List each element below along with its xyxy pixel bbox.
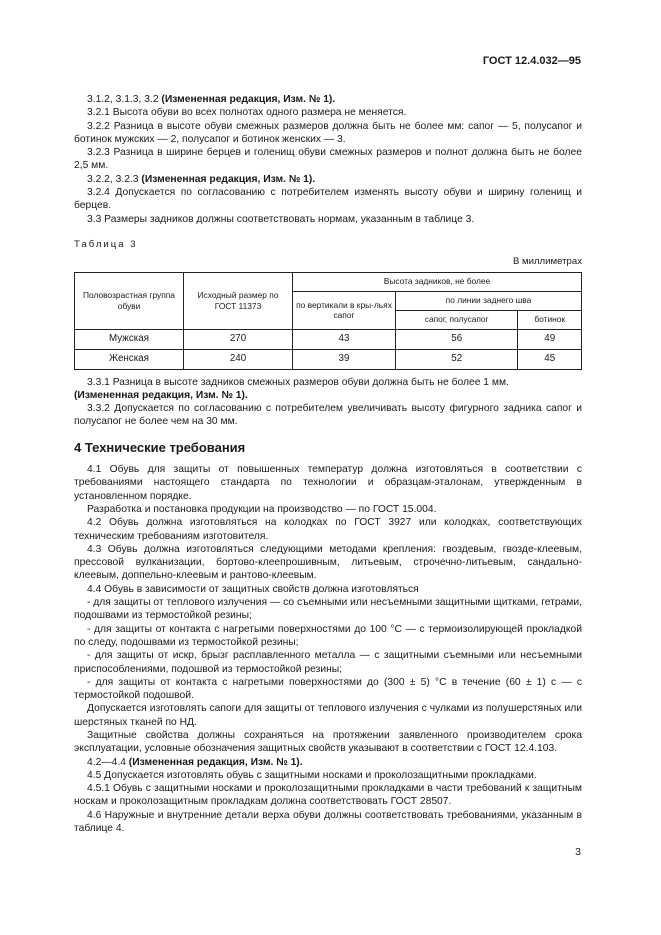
list-item: - для защиты от теплового излучения — со съемными или несъемными защитными щитками, гетрами, подошвами из термостойкой резины; bbox=[74, 597, 582, 622]
amendment-note bbox=[74, 389, 582, 402]
cell-size: 240 bbox=[184, 349, 293, 369]
header-boots: сапог, полусапог bbox=[396, 310, 518, 329]
paragraph: 4.4 Обувь в зависимости от защитных свойств должна изготовляться bbox=[87, 583, 419, 595]
cell-group: Женская bbox=[75, 349, 184, 369]
header-group: Половозрастная группа обуви bbox=[75, 272, 184, 329]
paragraph: Допускается изготовлять сапоги для защиты от теплового излучения с чулками из полушерстяных или шерстяных тканей по НД. bbox=[74, 703, 582, 728]
list-item: - для защиты от искр, брызг расплавленного металла — с защитными съемными или несъемными приспособлениями, подошвой из термостойкой резины; bbox=[74, 650, 582, 675]
table-row bbox=[75, 329, 582, 349]
paragraph bbox=[74, 173, 582, 186]
document-body bbox=[74, 93, 582, 835]
table-row bbox=[75, 349, 582, 369]
paragraph: 4.5.1 Обувь с защитными носками и проколозащитными прокладками в части требований к защитным носкам и проколозащитным прокладкам должна соответствовать ГОСТ 28507. bbox=[74, 783, 582, 808]
text: 4.2—4.4 bbox=[87, 756, 129, 768]
amendment-note: (Измененная редакция, Изм. № 1). bbox=[141, 173, 316, 185]
cell-size: 270 bbox=[184, 329, 293, 349]
paragraph: Защитные свойства должны сохраняться на протяжении заявленного производителем срока эксплуатации, условные обозначения защитных свойств указывают в соответствии с ГОСТ 12.4.103. bbox=[74, 729, 582, 755]
table-caption: Таблица 3 bbox=[74, 238, 138, 250]
paragraph: 3.3.1 Разница в высоте задников смежных размеров обуви должна быть не более 1 мм. bbox=[87, 376, 509, 388]
paragraph: 4.1 Обувь для защиты от повышенных температур должна изготовляться в соответствии с требованиями настоящего стандарта по технологии и образцам-эталонам, утвержденным в установленном порядке. bbox=[74, 464, 582, 502]
table-3 bbox=[74, 272, 582, 370]
amendment-note-text: (Измененная редакция, Изм. № 1). bbox=[74, 389, 248, 401]
text: 3.2.2, 3.2.3 bbox=[87, 173, 142, 185]
list-item: - для защиты от контакта с нагретыми поверхностями до 100 °С — с термоизолирующей прокладкой по следу, подошвами из термостойкой резины; bbox=[74, 623, 582, 648]
header-size: Исходный размер по ГОСТ 11373 bbox=[184, 272, 293, 329]
cell-vertical: 43 bbox=[293, 329, 396, 349]
paragraph: 4.3 Обувь должна изготовляться следующими методами крепления: гвоздевым, гвозде-клеевым, прессовой вулканизации, бортово-клеепрошивным, литьевым, строчечно-литьевым, сандально-клеевым, доппельно-клеевым и рантово-клеевым. bbox=[74, 543, 582, 582]
amendment-note: (Измененная редакция, Изм. № 1). bbox=[161, 94, 336, 105]
list-item: - для защиты от контакта с нагретыми поверхностями до (300 ± 5) °С в течение (60 ± 1) с — с термостойкой подошвой. bbox=[74, 676, 582, 702]
doc-code-header: ГОСТ 12.4.032—95 bbox=[482, 55, 581, 67]
cell-boots: 52 bbox=[396, 349, 518, 369]
header-vertical: по вертикали в кры-льях сапог bbox=[293, 291, 396, 329]
cell-group: Мужская bbox=[75, 329, 184, 349]
header-shoes: ботинок bbox=[518, 310, 582, 329]
header-height: Высота задников, не более bbox=[293, 272, 582, 291]
text: 3.1.2, 3.1.3, 3.2 bbox=[87, 94, 162, 105]
paragraph: 3.2.4 Допускается по согласованию с потребителем изменять высоту обуви и ширину голенищ и берцев. bbox=[74, 187, 582, 212]
paragraph: 3.2.3 Разница в ширине берцев и голенищ обуви смежных размеров и полнот должна быть не более 2,5 мм. bbox=[74, 147, 582, 172]
paragraph bbox=[74, 756, 582, 769]
paragraph: 3.2.1 Высота обуви во всех полнотах одного размера не меняется. bbox=[87, 107, 407, 119]
cell-vertical: 39 bbox=[293, 349, 396, 369]
page-number: 3 bbox=[575, 846, 581, 858]
header-back-seam: по линии заднего шва bbox=[396, 291, 582, 310]
cell-shoes: 49 bbox=[518, 329, 582, 349]
paragraph: 3.3 Размеры задников должны соответствовать нормам, указанным в таблице 3. bbox=[87, 213, 475, 225]
amendment-note: (Измененная редакция, Изм. № 1). bbox=[128, 756, 303, 768]
paragraph: 4.5 Допускается изготовлять обувь с защитными носками и проколозащитными прокладками. bbox=[87, 769, 537, 781]
section-title: 4 Технические требования bbox=[74, 439, 246, 455]
table-units: В миллиметрах bbox=[512, 256, 582, 268]
paragraph: Разработка и постановка продукции на производство — по ГОСТ 15.004. bbox=[87, 503, 437, 515]
paragraph: 3.3.2 Допускается по согласованию с потребителем увеличивать высоту фигурного задника сапог и полусапог не более чем на 30 мм. bbox=[74, 403, 582, 428]
paragraph: 4.6 Наружные и внутренние детали верха обуви должны соответствовать требованиями, указанным в таблице 4. bbox=[74, 809, 582, 835]
cell-boots: 56 bbox=[396, 329, 518, 349]
paragraph: 3.2.2 Разница в высоте обуви смежных размеров должна быть не более мм: сапог — 5, полусапог и ботинок мужских — 2, полусапог и ботинок женских — 3. bbox=[74, 120, 582, 145]
paragraph: 4.2 Обувь должна изготовляться на колодках по ГОСТ 3927 или колодках, соответствующих техническим требованиям изготовителя. bbox=[74, 517, 582, 542]
cell-shoes: 45 bbox=[518, 349, 582, 369]
paragraph bbox=[74, 93, 582, 106]
